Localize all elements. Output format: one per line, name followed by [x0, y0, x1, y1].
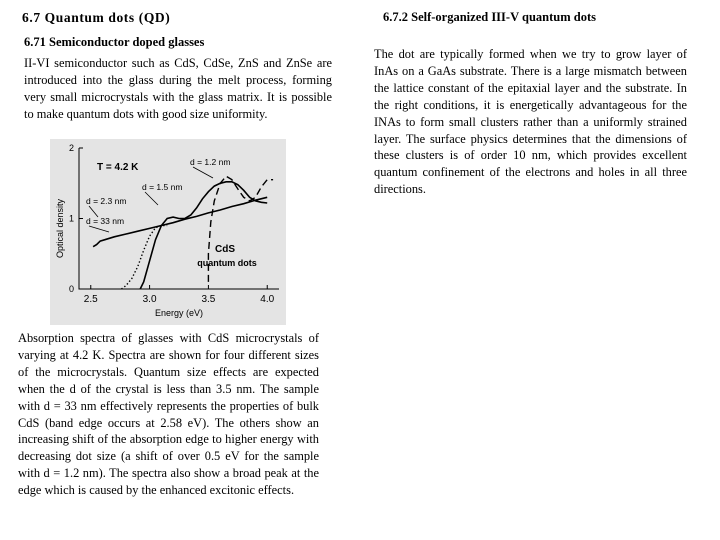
series-d-1-5-nm-line [140, 182, 267, 289]
y-tick-label: 0 [68, 284, 74, 294]
series-label-33nm: d = 33 nm [86, 216, 125, 226]
x-axis-label: Energy (eV) [154, 308, 204, 318]
temperature-annotation: T = 4.2 K [97, 162, 139, 173]
y-tick-label: 2 [68, 143, 74, 153]
series-label-1-2nm: d = 1.2 nm [190, 157, 231, 167]
absorption-chart [50, 139, 286, 325]
absorption-spectra-figure [50, 139, 286, 325]
series-label-1-5nm: d = 1.5 nm [142, 182, 183, 192]
cds-label: CdS [215, 244, 235, 255]
subsection-title-self-organized-dots: 6.7.2 Self-organized III-V quantum dots [383, 10, 596, 24]
series-label-33nm-leader [89, 226, 109, 232]
self-organized-paragraph: The dot are typically formed when we try to grow layer of InAs on a GaAs substrate. There is a large mismatch between the lattice constant of the epitaxial layer and the substrate. In the right conditions, it is energetically advantageous for the INAs to form small clusters rather than a uniformly strained layer. The surface physics determines that the dimensions of these clusters is of order 10 nm, which provides excellent quantum confinement of the electrons and holes in all three directions. [374, 47, 687, 197]
x-tick-label: 3.0 [142, 294, 157, 305]
intro-paragraph: II-VI semiconductor such as CdS, CdSe, ZnS and ZnSe are introduced into the glass during the melt process, forming very small microcrystals with the glass matrix. It is possible to make quantum dots with good size uniformity. [24, 56, 332, 121]
series-label-1-2nm-leader [193, 167, 213, 178]
subsection-title-semiconductor-glasses: 6.71 Semiconductor doped glasses [24, 35, 205, 49]
y-axis-label: Optical density [55, 198, 65, 259]
section-title: 6.7 Quantum dots (QD) [22, 10, 171, 25]
series-label-1-5nm-leader [145, 192, 158, 205]
series-label-2-3nm: d = 2.3 nm [86, 196, 127, 206]
x-tick-label: 2.5 [83, 294, 98, 305]
y-tick-label: 1 [68, 213, 74, 224]
quantum-dots-label: quantum dots [197, 258, 257, 268]
x-tick-label: 3.5 [201, 294, 216, 305]
x-tick-label: 4.0 [260, 294, 275, 305]
figure-caption-paragraph: Absorption spectra of glasses with CdS microcrystals of varying at 4.2 K. Spectra are shown for four different sizes of the microcrystals. Quantum size effects are expected when the d of the crystal is less than 3.5 nm. The sample with d = 33 nm effectively represents the properties of bulk CdS (band edge occurs at 2.58 eV). The others show an increasing shift of the absorption edge to higher energy with decreasing dot size (a shift of over 0.5 eV for the sample with d = 1.2 nm). The spectra also show a broad peak at the edge which is caused by the enhanced excitonic effects. [18, 331, 319, 498]
